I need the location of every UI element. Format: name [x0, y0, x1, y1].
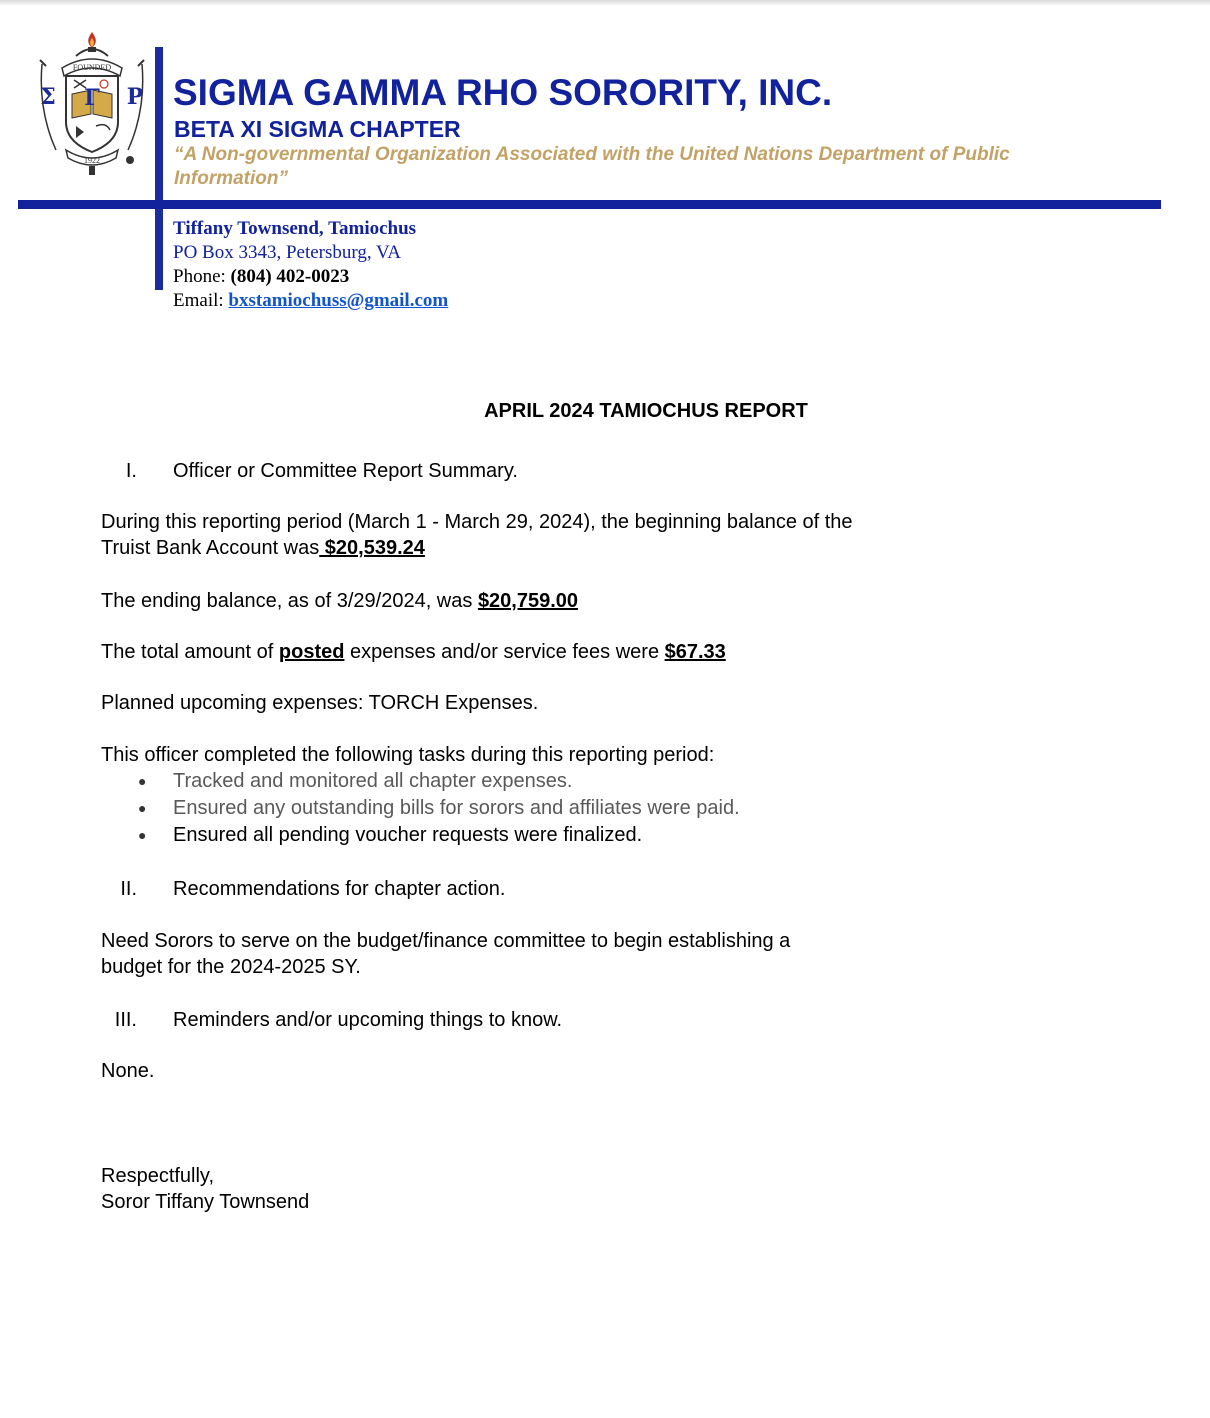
page-top-shadow	[0, 0, 1210, 6]
crest-letter-sigma: Σ	[40, 84, 56, 110]
expenses-text-mid: expenses and/or service fees were	[344, 641, 665, 663]
recommendation-paragraph	[101, 928, 790, 980]
contact-email-row	[173, 289, 448, 313]
crest-banner-text: FOUNDED	[72, 63, 112, 72]
beginning-balance-amount: $20,539.24	[319, 537, 425, 559]
email-link[interactable]: bxstamiochuss@gmail.com	[228, 290, 449, 311]
section-1-number: I.	[125, 460, 137, 482]
beginning-balance-paragraph	[101, 509, 853, 561]
phone-label: Phone:	[173, 266, 231, 287]
ending-balance-text: The ending balance, as of 3/29/2024, was	[101, 590, 478, 612]
planned-expenses-paragraph: Planned upcoming expenses: TORCH Expenses.	[101, 692, 539, 714]
crest-letter-rho: Ρ	[126, 84, 144, 110]
ending-balance-paragraph	[101, 588, 578, 614]
beginning-balance-line-2: Truist Bank Account was	[101, 537, 320, 559]
reminders-body: None.	[101, 1060, 155, 1082]
section-3-number: III.	[114, 1009, 137, 1031]
crest-letter-gamma: Γ	[84, 85, 100, 111]
section-3-title: Reminders and/or upcoming things to know.	[173, 1009, 563, 1031]
email-label: Email:	[173, 290, 229, 311]
organization-name: SIGMA GAMMA RHO SORORITY, INC.	[173, 72, 833, 113]
sorority-crest-icon	[36, 30, 148, 176]
contact-name: Tiffany Townsend, Tamiochus	[173, 218, 417, 239]
closing-text: Respectfully,	[101, 1165, 215, 1187]
chapter-name: BETA XI SIGMA CHAPTER	[174, 116, 461, 142]
recommendation-line-2: budget for the 2024-2025 SY.	[101, 956, 361, 978]
ending-balance-amount: $20,759.00	[477, 590, 579, 612]
tasks-intro: This officer completed the following tasks during this reporting period:	[101, 744, 715, 766]
header-horizontal-rule	[18, 200, 1161, 209]
expenses-amount: $67.33	[664, 641, 726, 663]
section-1-title: Officer or Committee Report Summary.	[173, 460, 518, 482]
task-text: Ensured all pending voucher requests were finalized.	[173, 824, 643, 846]
task-text: Tracked and monitored all chapter expenses.	[173, 770, 573, 792]
bullet-icon: ●	[138, 827, 147, 843]
report-title: APRIL 2024 TAMIOCHUS REPORT	[484, 400, 808, 422]
expenses-paragraph	[101, 639, 726, 665]
section-2-number: II.	[120, 878, 137, 900]
header-vertical-rule	[155, 47, 163, 290]
contact-address: PO Box 3343, Petersburg, VA	[173, 242, 402, 263]
task-text: Ensured any outstanding bills for sorors and affiliates were paid.	[173, 797, 740, 819]
signature-block	[101, 1163, 309, 1215]
contact-block	[173, 217, 448, 313]
phone-number: (804) 402-0023	[230, 266, 350, 287]
recommendation-line-1: Need Sorors to serve on the budget/finance committee to begin establishing a	[101, 930, 791, 952]
beginning-balance-line-1: During this reporting period (March 1 - March 29, 2024), the beginning balance of the	[101, 511, 853, 533]
bullet-icon: ●	[138, 773, 147, 789]
organization-tagline: “A Non-governmental Organization Associated with the United Nations Department of Public Information”	[174, 144, 1010, 189]
signature-name: Soror Tiffany Townsend	[101, 1191, 310, 1213]
section-2-title: Recommendations for chapter action.	[173, 878, 506, 900]
expenses-emphasis: posted	[278, 641, 345, 663]
crest-year-text: 1922	[84, 156, 100, 165]
expenses-text-pre: The total amount of	[101, 641, 279, 663]
bullet-icon: ●	[138, 800, 147, 816]
contact-phone-row	[173, 265, 448, 289]
